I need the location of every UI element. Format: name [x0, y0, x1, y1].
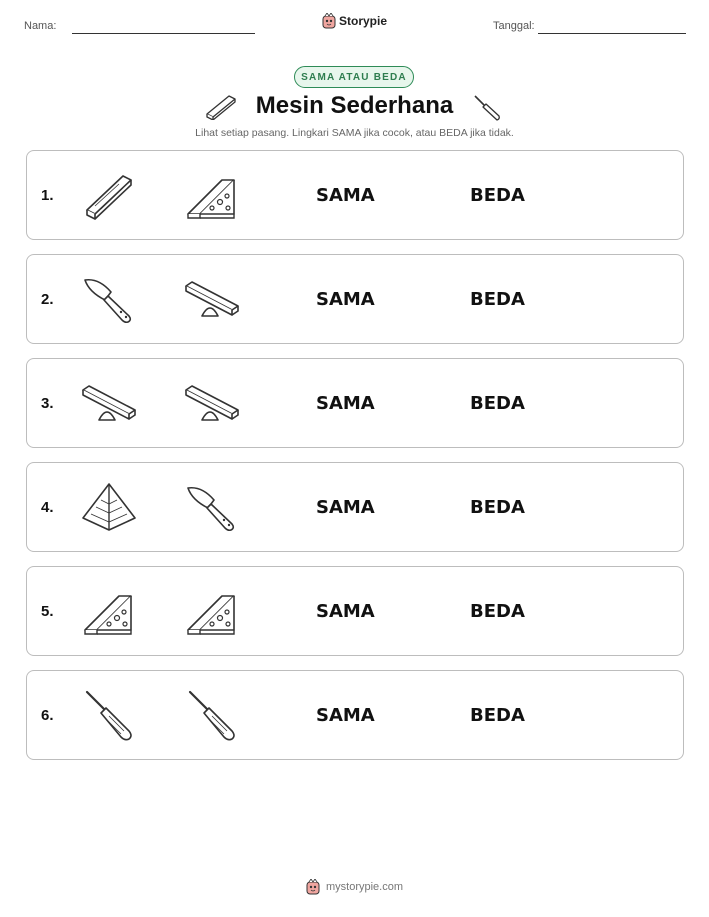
- screwdriver-icon: [79, 686, 139, 746]
- instructions: Lihat setiap pasang. Lingkari SAMA jika cocok, atau BEDA jika tidak.: [195, 127, 514, 139]
- footer-url: mystorypie.com: [325, 881, 404, 893]
- worksheet-badge: SAMA ATAU BEDA: [294, 66, 414, 88]
- question-row-5: [26, 566, 684, 656]
- wedge-icon: [79, 582, 139, 642]
- same-option[interactable]: SAMA: [316, 705, 375, 726]
- question-row-2: [26, 254, 684, 344]
- question-number: 1.: [41, 187, 54, 204]
- screwdriver-icon: [182, 686, 242, 746]
- different-option[interactable]: BEDA: [470, 705, 525, 726]
- same-option[interactable]: SAMA: [316, 185, 375, 206]
- same-option[interactable]: SAMA: [316, 601, 375, 622]
- brand-name: Storypie: [339, 14, 388, 28]
- storypie-logo-icon: [306, 879, 320, 895]
- question-number: 2.: [41, 291, 54, 308]
- question-number: 3.: [41, 395, 54, 412]
- lever-icon: [79, 374, 139, 434]
- knife-icon: [79, 270, 139, 330]
- name-input-line[interactable]: [72, 33, 255, 34]
- question-row-1: [26, 150, 684, 240]
- question-number: 5.: [41, 603, 54, 620]
- date-label: Tanggal:: [493, 20, 535, 32]
- footer: [0, 879, 709, 895]
- lever-icon: [182, 270, 242, 330]
- page-title: Mesin Sederhana: [255, 92, 454, 119]
- question-number: 6.: [41, 707, 54, 724]
- same-option[interactable]: SAMA: [316, 289, 375, 310]
- same-option[interactable]: SAMA: [316, 497, 375, 518]
- different-option[interactable]: BEDA: [470, 289, 525, 310]
- different-option[interactable]: BEDA: [470, 393, 525, 414]
- wedge-icon: [182, 166, 242, 226]
- knife-icon: [182, 478, 242, 538]
- wedge-icon: [182, 582, 242, 642]
- question-list: [26, 150, 684, 774]
- different-option[interactable]: BEDA: [470, 185, 525, 206]
- question-number: 4.: [41, 499, 54, 516]
- pyramid-icon: [79, 478, 139, 538]
- name-label: Nama:: [24, 20, 57, 32]
- question-row-3: [26, 358, 684, 448]
- date-input-line[interactable]: [538, 33, 686, 34]
- question-row-6: [26, 670, 684, 760]
- question-row-4: [26, 462, 684, 552]
- different-option[interactable]: BEDA: [470, 497, 525, 518]
- screwdriver-decoration-icon: [470, 92, 504, 122]
- plank-icon: [79, 166, 139, 226]
- lever-icon: [182, 374, 242, 434]
- brand: [322, 13, 387, 29]
- same-option[interactable]: SAMA: [316, 393, 375, 414]
- storypie-logo-icon: [322, 13, 336, 29]
- different-option[interactable]: BEDA: [470, 601, 525, 622]
